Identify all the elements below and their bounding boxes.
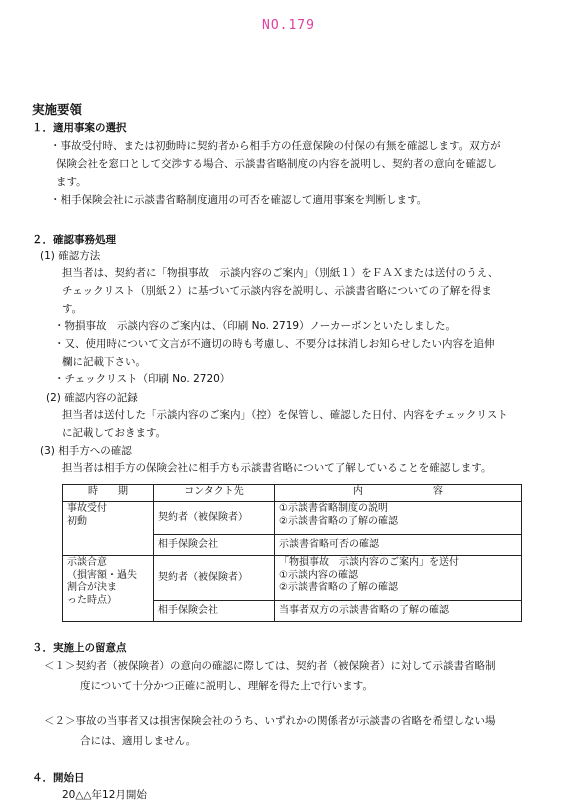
contact-cell: 契約者（被保険者） (154, 502, 275, 535)
s1-paragraph-2: ・相手保険会社に示談書省略制度適用の可否を確認して適用事案を判断します。 (50, 194, 428, 206)
period-line: 示談合意 (67, 557, 107, 568)
contact-cell: 相手保険会社 (154, 601, 275, 622)
content-line: ①示談書省略制度の説明 (279, 503, 388, 514)
period-line: （損害額・過失 (67, 569, 137, 581)
contact-table (62, 484, 522, 622)
s3-note-2-line-1: ＜２＞事故の当事者又は損害保険会社のうち、いずれかの関係者が示談書の省略を希望しない場 (44, 715, 496, 727)
table-header: 内 容 (275, 485, 522, 502)
period-line: 初動 (67, 515, 87, 527)
section-4-heading: ４．開始日 (32, 772, 85, 784)
content-line: ②示談書省略の了解の確認 (279, 515, 398, 527)
period-line: った時点） (67, 594, 117, 606)
content-cell (275, 556, 522, 601)
s2-bullet-3: ・チェックリスト（印刷 No. 2720） (54, 373, 231, 385)
section-3-heading: ３．実施上の留意点 (32, 642, 127, 654)
period-cell (63, 502, 154, 556)
contact-cell: 相手保険会社 (154, 535, 275, 556)
content-line: 「物損事故 示談内容のご案内」を送付 (279, 557, 459, 568)
period-cell (63, 556, 154, 622)
s3-note-1-line-2: 度について十分かつ正確に説明し、理解を得た上で行います。 (80, 680, 373, 692)
s2-method-line-3: す。 (62, 303, 83, 315)
section-2-heading: ２．確認事務処理 (32, 234, 116, 246)
s1-paragraph-line-2: 保険会社を窓口として交渉する場合、示談書省略制度の内容を説明し、契約者の意向を確認し (56, 158, 497, 170)
content-cell (275, 502, 522, 535)
document-number: NO.179 (262, 18, 315, 33)
s2-sub-1: (1) 確認方法 (40, 250, 101, 262)
table-header: コンタクト先 (154, 485, 275, 502)
s2-bullet-1: ・物損事故 示談内容のご案内は、（印刷 No. 2719）ノーカーボンといたしました。 (54, 320, 457, 332)
s3-note-2-line-2: 合には、適用しません。 (80, 735, 197, 747)
s1-paragraph-line-3: ます。 (56, 176, 87, 188)
table-header-row (63, 485, 522, 502)
s2-record-line-2: に記載しておきます。 (62, 427, 167, 439)
period-line: 事故受付 (67, 503, 107, 514)
content-cell: 当事者双方の示談書省略の了解の確認 (275, 601, 522, 622)
content-cell: 示談書省略可否の確認 (275, 535, 522, 556)
s2-confirm-line: 担当者は相手方の保険会社に相手方も示談書省略について了解していることを確認します。 (62, 462, 492, 474)
period-line: 割合が決ま (67, 582, 117, 593)
start-date: 20△△年12月開始 (62, 789, 147, 801)
s2-sub-2: (2) 確認内容の記録 (46, 392, 138, 404)
s2-bullet-2-line-2: 欄に記載下さい。 (62, 356, 146, 368)
s3-note-1-line-1: ＜１＞契約者（被保険者）の意向の確認に際しては、契約者（被保険者）に対して示談書省略制 (44, 660, 496, 672)
s2-bullet-2-line-1: ・又、使用時について文言が不適切の時も考慮し、不要分は抹消しお知らせしたい内容を追伸 (54, 338, 495, 350)
s2-record-line-1: 担当者は送付した「示談内容のご案内」（控）を保管し、確認した日付、内容をチェックリスト (62, 409, 508, 421)
content-line: ②示談書省略の了解の確認 (279, 582, 398, 593)
s2-method-line-1: 担当者は、契約者に「物損事故 示談内容のご案内」（別紙１）をＦＡＸまたは送付のうえ、 (62, 267, 499, 279)
document-title: 実施要領 (32, 102, 83, 117)
contact-cell: 契約者（被保険者） (154, 556, 275, 601)
table-row (63, 556, 522, 601)
section-1-heading: １．適用事案の選択 (32, 122, 127, 134)
s1-paragraph-line-1: ・事故受付時、または初動時に契約者から相手方の任意保険の付保の有無を確認します。双方が (50, 140, 501, 152)
s2-sub-3: (3) 相手方への確認 (40, 445, 132, 457)
content-line: ①示談内容の確認 (279, 569, 358, 581)
table-header: 時 期 (63, 485, 154, 502)
table-row (63, 502, 522, 535)
s2-method-line-2: チェックリスト（別紙２）に基づいて示談内容を説明し、示談書省略についての了解を得ま (62, 285, 492, 297)
